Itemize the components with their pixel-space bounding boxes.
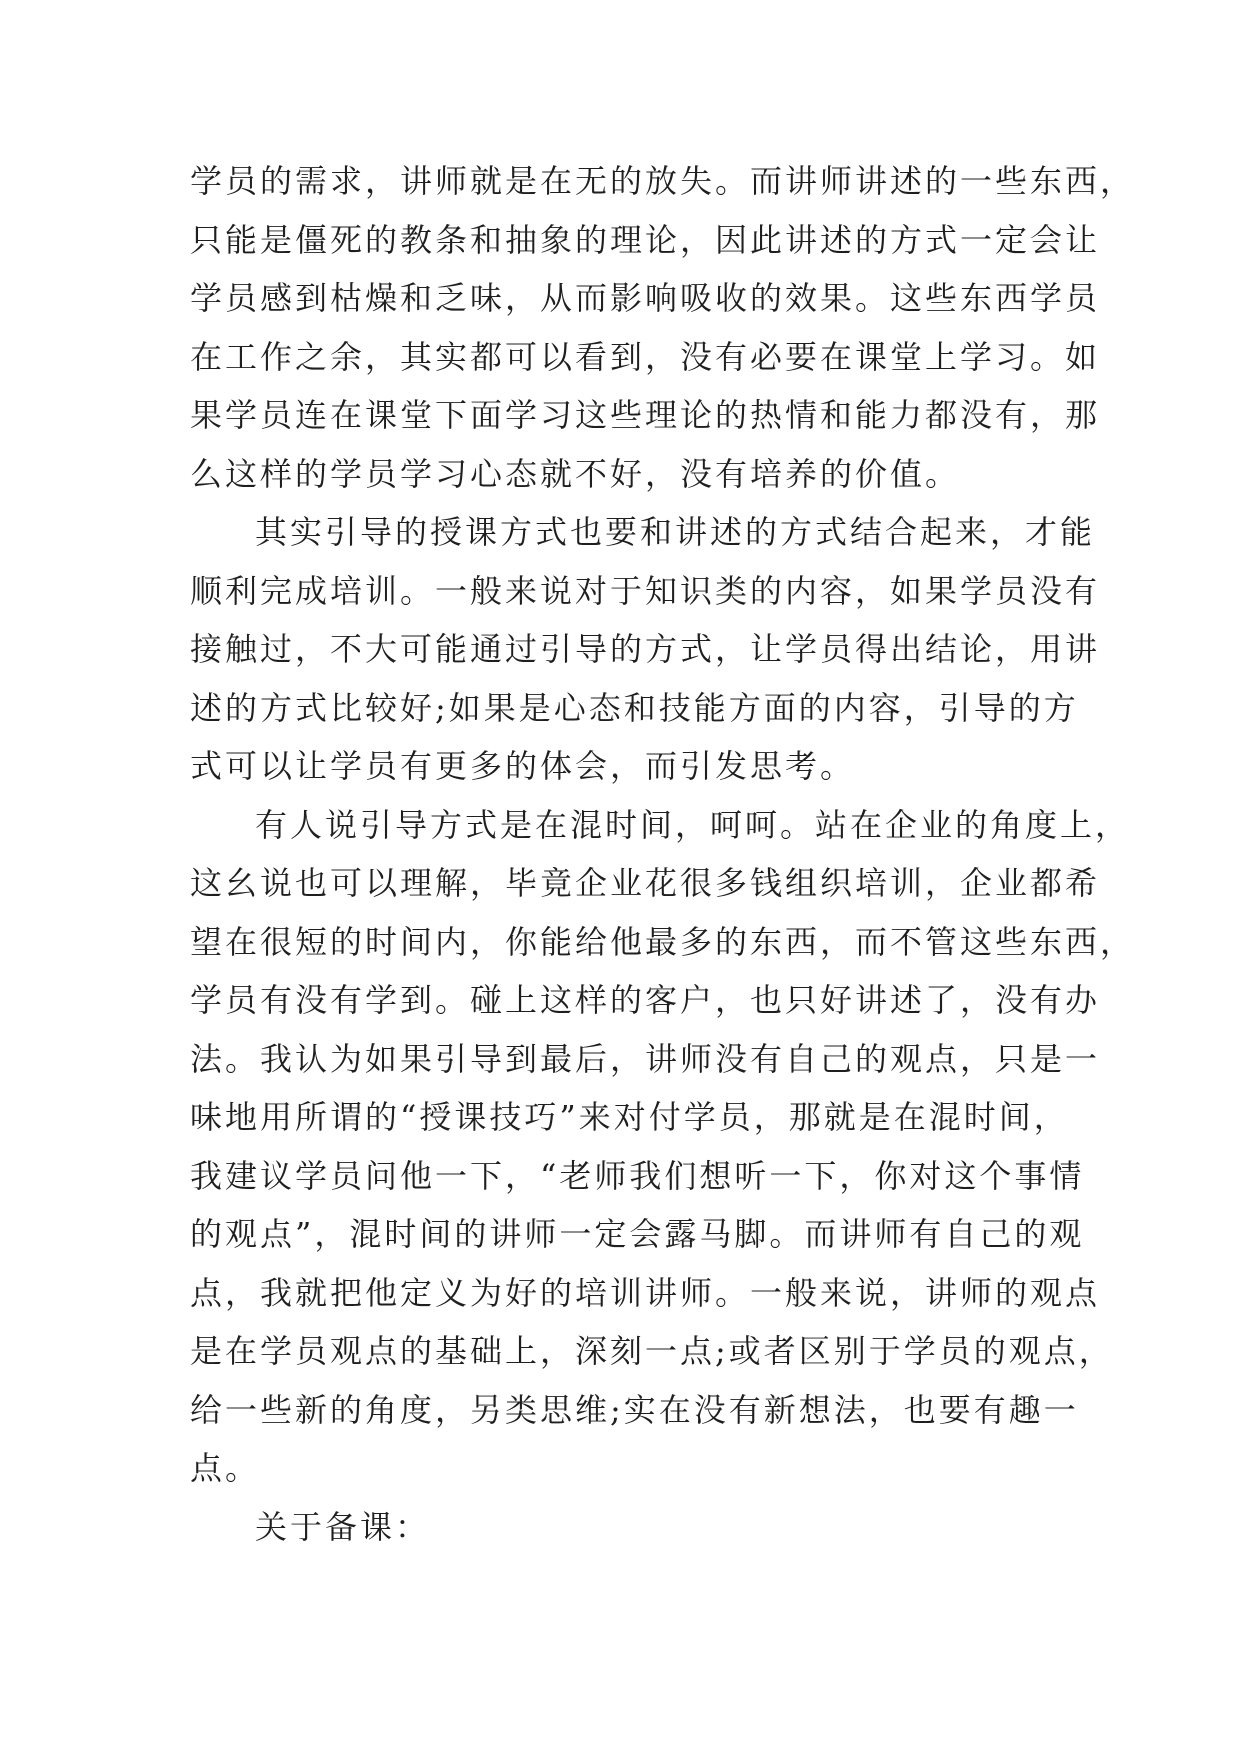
text-line: 果学员连在课堂下面学习这些理论的热情和能力都没有，那 (190, 396, 1101, 434)
text-line: 的观点”，混时间的讲师一定会露马脚。而讲师有自己的观 (190, 1215, 1085, 1253)
text-line: 么这样的学员学习心态就不好，没有培养的价值。 (190, 454, 961, 493)
text-line: 接触过，不大可能通过引导的方式，让学员得出结论，用讲 (190, 630, 1101, 668)
text-line: 述的方式比较好;如果是心态和技能方面的内容，引导的方 (190, 688, 1079, 727)
text-line: 式可以让学员有更多的体会，而引发思考。 (190, 747, 856, 785)
text-line: 我建议学员问他一下，“老师我们想听一下，你对这个事情 (190, 1156, 1085, 1195)
text-line: 学员感到枯燥和乏味，从而影响吸收的效果。这些东西学员 (190, 279, 1101, 317)
text-line: 其实引导的授课方式也要和讲述的方式结合起来，才能 (255, 513, 1096, 551)
text-line: 味地用所谓的“授课技巧”来对付学员，那就是在混时间， (190, 1098, 1069, 1136)
text-line: 在工作之余，其实都可以看到，没有必要在课堂上学习。如 (190, 337, 1101, 376)
text-line: 有人说引导方式是在混时间，呵呵。站在企业的角度上， (255, 805, 1131, 844)
text-line: 关于备课： (255, 1507, 431, 1546)
text-line: 只能是僵死的教条和抽象的理论，因此讲述的方式一定会让 (190, 220, 1101, 259)
text-line: 是在学员观点的基础上，深刻一点;或者区别于学员的观点， (190, 1332, 1114, 1370)
text-line: 顺利完成培训。一般来说对于知识类的内容，如果学员没有 (190, 571, 1101, 610)
text-line: 这幺说也可以理解，毕竟企业花很多钱组织培训，企业都希 (190, 864, 1101, 902)
text-line: 学员有没有学到。碰上这样的客户，也只好讲述了，没有办 (190, 981, 1101, 1019)
text-line: 法。我认为如果引导到最后，讲师没有自己的观点，只是一 (190, 1039, 1101, 1078)
text-line: 望在很短的时间内，你能给他最多的东西，而不管这些东西， (190, 922, 1136, 961)
text-line: 给一些新的角度，另类思维;实在没有新想法，也要有趣一 (190, 1390, 1079, 1429)
body-text (190, 152, 1136, 1556)
text-line: 点，我就把他定义为好的培训讲师。一般来说，讲师的观点 (190, 1273, 1101, 1312)
text-line: 学员的需求，讲师就是在无的放失。而讲师讲述的一些东西， (190, 162, 1136, 200)
text-line: 点。 (190, 1449, 261, 1487)
